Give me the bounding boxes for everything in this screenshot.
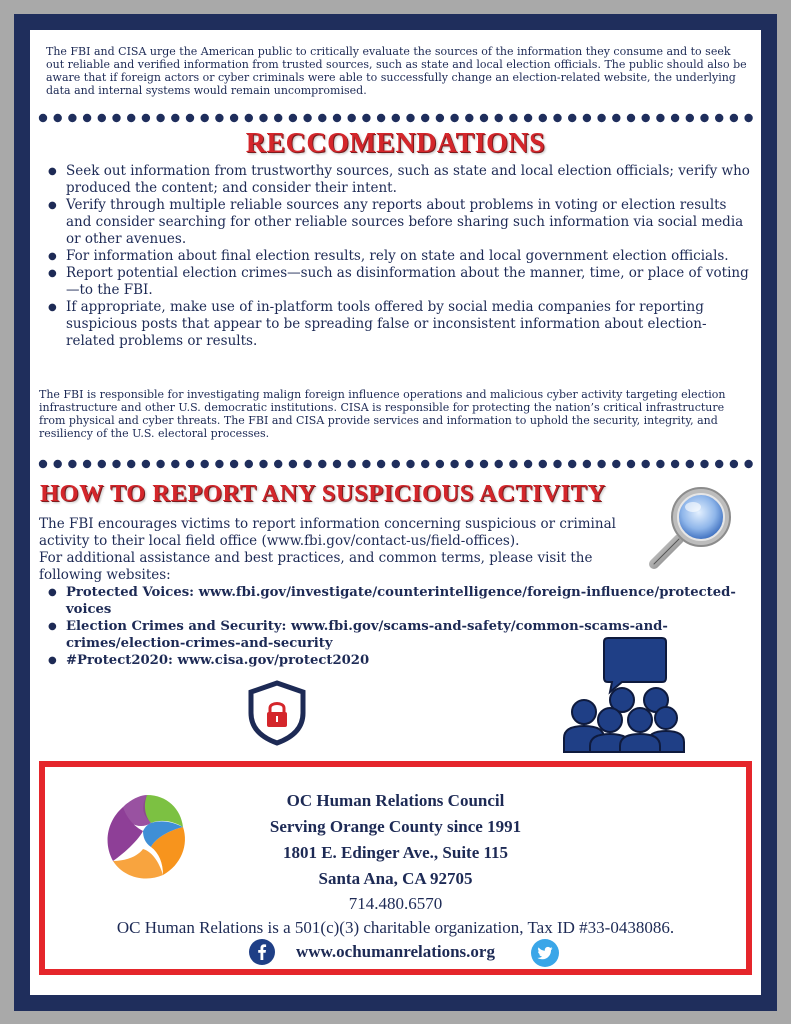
twitter-icon[interactable]: [531, 939, 559, 967]
report-heading: HOW TO REPORT ANY SUSPICIOUS ACTIVITY: [40, 480, 606, 507]
resource-link-item: ● #Protect2020: www.cisa.gov/protect2020: [44, 652, 744, 669]
contact-footer: [39, 761, 752, 975]
group-chat-icon: [562, 634, 688, 754]
report-instructions: The FBI encourages victims to report information concerning suspicious or criminal activity to their local field office (www.fbi.gov/contact-us/field-offices).: [39, 516, 616, 549]
intro-paragraph: The FBI and CISA urge the American public to critically evaluate the sources of the information they consume and to seek out reliable and verified information from trusted sources, such as state and local election officials. The public should also be aware that if foreign actors or cyber criminals were able to successfully change an election-related website, the underlying data and internal systems would remain uncompromised.: [46, 45, 747, 97]
recommendations-heading: RECCOMENDATIONS: [245, 128, 546, 159]
recommendation-item: ● For information about final election results, rely on state and local government election officials.: [44, 248, 750, 265]
dotted-divider: [38, 113, 753, 123]
shield-lock-icon: [246, 680, 308, 746]
org-name: OC Human Relations Council: [286, 791, 505, 810]
resource-link-item: ● Protected Voices: www.fbi.gov/investigate/counterintelligence/foreign-influence/protected-voices: [44, 584, 744, 618]
resource-link-item: ● Election Crimes and Security: www.fbi.gov/scams-and-safety/common-scams-and-crimes/election-crimes-and-security: [44, 618, 744, 652]
address-line-2: Santa Ana, CA 92705: [318, 869, 473, 888]
org-tagline: Serving Orange County since 1991: [269, 817, 522, 836]
dotted-divider: [38, 459, 753, 469]
phone-number: 714.480.6570: [348, 894, 443, 913]
magnifying-glass-icon: [644, 482, 740, 572]
facebook-icon[interactable]: [249, 939, 275, 965]
flyer-page: [30, 30, 761, 995]
recommendation-item: ● Report potential election crimes—such as disinformation about the manner, time, or place of voting—to the FBI.: [44, 265, 750, 299]
website-link[interactable]: www.ochumanrelations.org: [296, 942, 495, 961]
tax-id-statement: OC Human Relations is a 501(c)(3) charitable organization, Tax ID #33-0438086.: [116, 918, 675, 937]
additional-assistance-text: For additional assistance and best practices, and common terms, please visit the following websites:: [39, 550, 593, 583]
recommendation-item: ● Seek out information from trustworthy sources, such as state and local election officials; verify who produced the content; and consider their intent.: [44, 163, 750, 197]
recommendations-list: [44, 163, 750, 350]
recommendation-item: ● Verify through multiple reliable sources any reports about problems in voting or election results and consider searching for other reliable sources before sharing such information via social media or other avenues.: [44, 197, 750, 248]
agency-responsibilities-paragraph: The FBI is responsible for investigating malign foreign influence operations and malicious cyber activity targeting election infrastructure and other U.S. democratic institutions. CISA is responsible for protecting the nation’s critical infrastructure from physical and cyber threats. The FBI and CISA provide services and information to uphold the security, integrity, and resiliency of the U.S. electoral processes.: [39, 388, 726, 440]
recommendation-item: ● If appropriate, make use of in-platform tools offered by social media companies for reporting suspicious posts that appear to be spreading false or inconsistent information about election-related problems or results.: [44, 299, 750, 350]
address-line-1: 1801 E. Edinger Ave., Suite 115: [282, 843, 509, 862]
